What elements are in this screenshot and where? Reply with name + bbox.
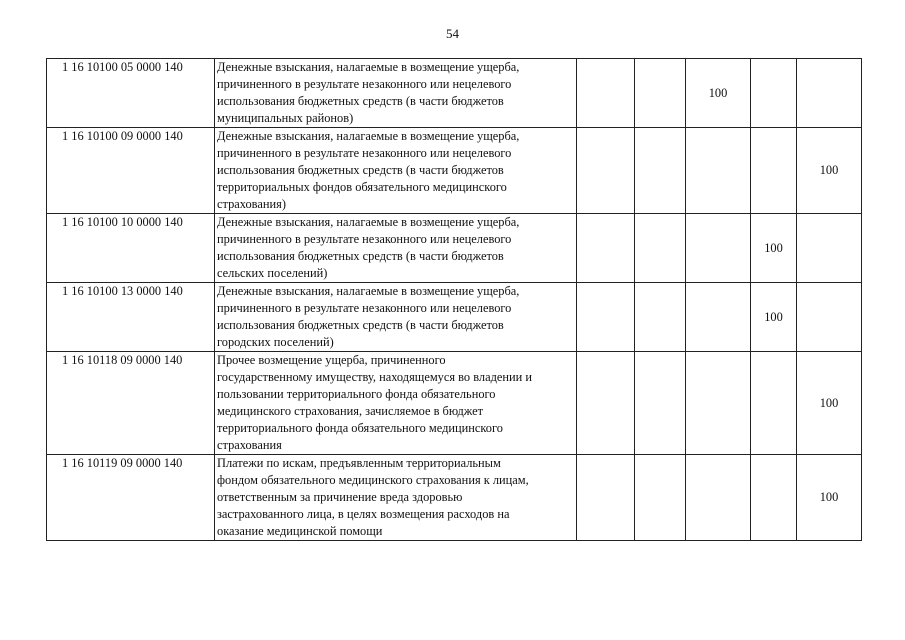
description-line: использования бюджетных средств (в части бюджетов (217, 318, 504, 332)
description-line: территориальных фондов обязательного медицинского (217, 180, 507, 194)
percent-cell-3 (686, 128, 751, 214)
percent-cell-2 (635, 283, 686, 352)
percent-cell-5 (797, 283, 862, 352)
percent-cell-1 (577, 59, 635, 128)
description-cell (215, 59, 577, 128)
percent-cell-3 (686, 455, 751, 541)
table-row (47, 283, 862, 352)
description-line: Прочее возмещение ущерба, причиненного (217, 353, 446, 367)
description-line: медицинского страхования, зачисляемое в бюджет (217, 404, 484, 418)
percent-cell-2 (635, 455, 686, 541)
budget-code-cell: 1 16 10118 09 0000 140 (47, 352, 215, 455)
percent-cell-1 (577, 455, 635, 541)
percent-cell-5: 100 (797, 352, 862, 455)
percent-cell-4: 100 (751, 283, 797, 352)
percent-cell-3 (686, 352, 751, 455)
percent-cell-2 (635, 214, 686, 283)
percent-cell-2 (635, 352, 686, 455)
percent-cell-4 (751, 59, 797, 128)
description-line: оказание медицинской помощи (217, 524, 383, 538)
percent-cell-5: 100 (797, 128, 862, 214)
description-line: государственному имуществу, находящемуся во владении и (217, 370, 533, 384)
description-line: сельских поселений) (217, 266, 328, 280)
description-line: причиненного в результате незаконного или нецелевого (217, 146, 512, 160)
description-cell (215, 352, 577, 455)
percent-cell-4 (751, 352, 797, 455)
percent-cell-2 (635, 128, 686, 214)
table-row (47, 59, 862, 128)
percent-cell-4 (751, 128, 797, 214)
percent-cell-1 (577, 128, 635, 214)
description-line: страхования (217, 438, 282, 452)
percent-cell-4 (751, 455, 797, 541)
description-cell (215, 455, 577, 541)
description-line: причиненного в результате незаконного или нецелевого (217, 232, 512, 246)
percent-cell-3 (686, 214, 751, 283)
budget-code-cell: 1 16 10100 09 0000 140 (47, 128, 215, 214)
percent-cell-4: 100 (751, 214, 797, 283)
description-line: муниципальных районов) (217, 111, 354, 125)
description-line: Денежные взыскания, налагаемые в возмещение ущерба, (217, 215, 520, 229)
percent-cell-2 (635, 59, 686, 128)
budget-code-cell: 1 16 10100 13 0000 140 (47, 283, 215, 352)
description-line: причиненного в результате незаконного или нецелевого (217, 77, 512, 91)
description-line: использования бюджетных средств (в части бюджетов (217, 249, 504, 263)
description-line: ответственным за причинение вреда здоровью (217, 490, 463, 504)
description-line: использования бюджетных средств (в части бюджетов (217, 94, 504, 108)
description-line: фондом обязательного медицинского страхования к лицам, (217, 473, 529, 487)
percent-cell-5 (797, 59, 862, 128)
budget-code-cell: 1 16 10100 10 0000 140 (47, 214, 215, 283)
budget-code-cell: 1 16 10100 05 0000 140 (47, 59, 215, 128)
table-row (47, 128, 862, 214)
description-line: застрахованного лица, в целях возмещения расходов на (217, 507, 510, 521)
description-line: использования бюджетных средств (в части бюджетов (217, 163, 504, 177)
description-line: Денежные взыскания, налагаемые в возмещение ущерба, (217, 284, 520, 298)
description-line: городских поселений) (217, 335, 334, 349)
percent-cell-1 (577, 352, 635, 455)
description-line: пользовании территориального фонда обязательного (217, 387, 496, 401)
percent-cell-3: 100 (686, 59, 751, 128)
percent-cell-5: 100 (797, 455, 862, 541)
description-line: территориального фонда обязательного медицинского (217, 421, 503, 435)
percent-cell-3 (686, 283, 751, 352)
page-number: 54 (446, 26, 459, 41)
table-body (47, 59, 862, 541)
description-line: причиненного в результате незаконного или нецелевого (217, 301, 512, 315)
description-cell (215, 128, 577, 214)
description-line: Денежные взыскания, налагаемые в возмещение ущерба, (217, 129, 520, 143)
table-row (47, 455, 862, 541)
description-cell (215, 214, 577, 283)
description-line: Денежные взыскания, налагаемые в возмещение ущерба, (217, 60, 520, 74)
percent-cell-1 (577, 214, 635, 283)
description-line: Платежи по искам, предъявленным территориальным (217, 456, 501, 470)
percent-cell-5 (797, 214, 862, 283)
table-row (47, 352, 862, 455)
description-cell (215, 283, 577, 352)
percent-cell-1 (577, 283, 635, 352)
table-row (47, 214, 862, 283)
description-line: страхования) (217, 197, 286, 211)
budget-code-cell: 1 16 10119 09 0000 140 (47, 455, 215, 541)
budget-classification-table (46, 58, 862, 541)
